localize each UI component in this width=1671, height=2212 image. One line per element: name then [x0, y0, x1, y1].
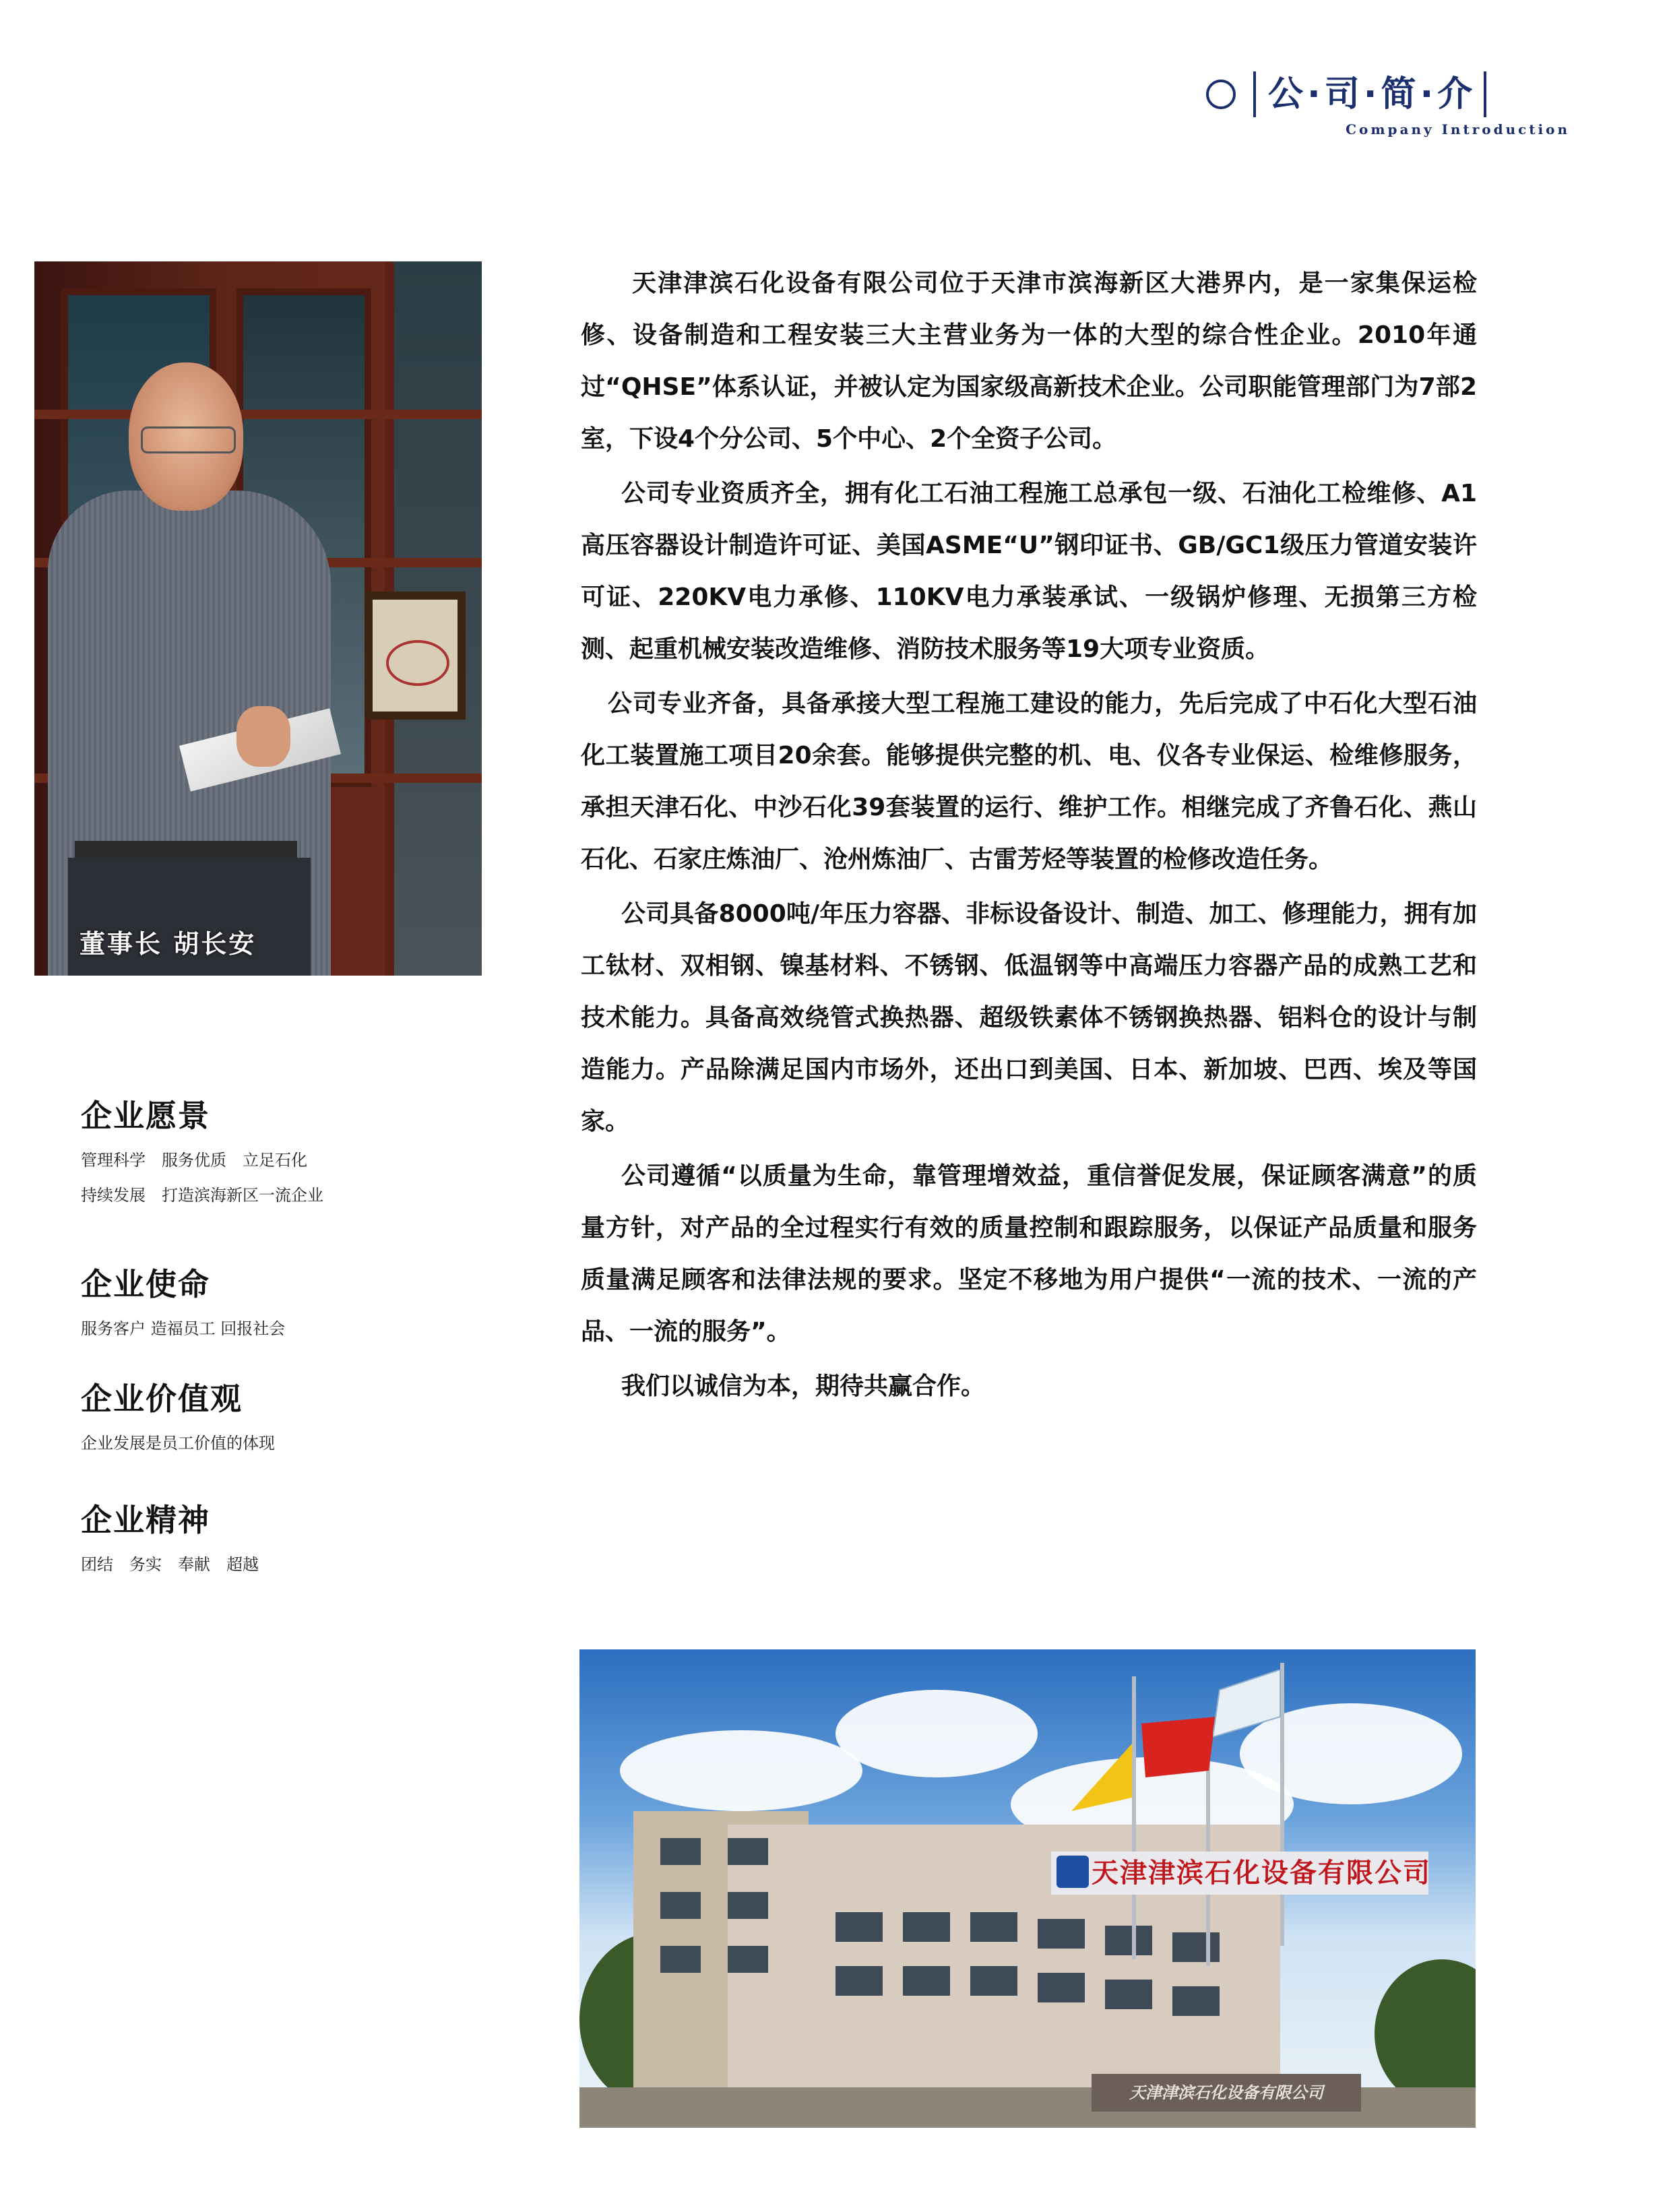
photo-caption: 董事长 胡长安 [80, 929, 257, 959]
person-belt [75, 841, 297, 858]
paragraph: 公司遵循“以质量为生命，靠管理增效益，重信誉促发展，保证顾客满意”的质量方针，对产品的全过程实行有效的质量控制和跟踪服务，以保证产品质量和服务质量满足顾客和法律法规的要求。坚定不移地为用户提供“一流的技术、一流的产品、一流的服务”。 [581, 1162, 1477, 1346]
divider-bar [1484, 71, 1486, 117]
paragraph: 我们以诚信为本，期待共赢合作。 [621, 1372, 986, 1400]
company-building-photo [579, 1649, 1476, 2128]
flag-pole [1132, 1676, 1136, 1959]
flag-red [1141, 1717, 1222, 1791]
mission-heading: 企业使命 [81, 1266, 210, 1302]
vision-block [81, 1092, 323, 1213]
spirit-heading: 企业精神 [81, 1502, 210, 1538]
roof-sign [1051, 1852, 1431, 1895]
person-glasses [141, 426, 236, 453]
window [660, 1838, 701, 1865]
tree [1375, 1959, 1476, 2108]
flag-red-shape [1141, 1717, 1216, 1777]
company-introduction-text [581, 257, 1477, 1412]
window [1105, 1926, 1152, 1955]
cloud [836, 1690, 1038, 1777]
flag-yellow-shape [1071, 1744, 1132, 1811]
window [836, 1966, 883, 1996]
paragraph: 公司专业资质齐全，拥有化工石油工程施工总承包一级、石油化工检维修、A1高压容器设计制造许可证、美国ASME“U”钢印证书、GB/GC1级压力管道安装许可证、220KV电力承修、110KV电力承装承试、一级锅炉修理、无损第三方检测、起重机械安装改造维修、消防技术服务等19大项专业资质。 [581, 480, 1477, 663]
vision-line: 持续发展 打造滨海新区一流企业 [81, 1186, 323, 1205]
mission-block [81, 1260, 285, 1346]
shelf [34, 410, 482, 419]
window [903, 1912, 950, 1942]
chairman-photo [34, 261, 482, 976]
window [1172, 1986, 1220, 2016]
vision-line: 管理科学 服务优质 立足石化 [81, 1151, 307, 1170]
flag-yellow [1071, 1744, 1136, 1818]
window [1105, 1980, 1152, 2009]
divider-bar [1253, 71, 1256, 117]
circle-ornament-icon [1206, 80, 1236, 109]
core-values-line: 企业发展是员工价值的体现 [81, 1434, 275, 1453]
paragraph: 天津津滨石化设备有限公司位于天津市滨海新区大港界内，是一家集保运检修、设备制造和工程安装三大主营业务为一体的大型的综合性企业。2010年通过“QHSE”体系认证，并被认定为国家级高新技术企业。公司职能管理部门为7部2室，下设4个分公司、5个中心、2个全资子公司。 [581, 270, 1477, 453]
flag-company-shape [1213, 1670, 1280, 1737]
window [728, 1892, 768, 1919]
window [970, 1912, 1017, 1942]
company-logo-icon [1057, 1856, 1089, 1888]
core-values-block [81, 1374, 275, 1461]
roof-sign-text: 天津津滨石化设备有限公司 [1092, 1858, 1431, 1889]
window [970, 1966, 1017, 1996]
window [1038, 1919, 1085, 1949]
stone-sign: 天津津滨石化设备有限公司 [1092, 2074, 1361, 2112]
window [728, 1838, 768, 1865]
paragraph: 公司具备8000吨/年压力容器、非标设备设计、制造、加工、修理能力，拥有加工钛材、双相钢、镍基材料、不锈钢、低温钢等中高端压力容器产品的成熟工艺和技术能力。具备高效绕管式换热器、超级铁素体不锈钢换热器、铝料仓的设计与制造能力。产品除满足国内市场外，还出口到美国、日本、新加坡、巴西、埃及等国家。 [581, 900, 1477, 1135]
window [836, 1912, 883, 1942]
certificate-frame [365, 592, 466, 720]
window [728, 1946, 768, 1973]
mission-line: 服务客户 造福员工 回报社会 [81, 1319, 286, 1338]
vision-heading: 企业愿景 [81, 1098, 210, 1134]
paragraph: 公司专业齐备，具备承接大型工程施工建设的能力，先后完成了中石化大型石油化工装置施工项目20余套。能够提供完整的机、电、仪各专业保运、检维修服务，承担天津石化、中沙石化39套装置的运行、维护工作。相继完成了齐鲁石化、燕山石化、石家庄炼油厂、沧州炼油厂、古雷芳烃等装置的检修改造任务。 [581, 690, 1477, 873]
section-header [1166, 67, 1570, 141]
cloud [620, 1730, 862, 1811]
spirit-line: 团结 务实 奉献 超越 [81, 1555, 259, 1574]
window [660, 1946, 701, 1973]
window [1172, 1932, 1220, 1962]
window [903, 1966, 950, 1996]
window [1038, 1973, 1085, 2002]
flag-company [1213, 1670, 1287, 1744]
core-values-heading: 企业价值观 [81, 1381, 243, 1417]
section-subtitle: Company Introduction [1346, 121, 1570, 137]
section-title: 公·司·简·介 [1268, 74, 1477, 115]
spirit-block [81, 1496, 259, 1582]
person-hand [237, 706, 290, 767]
window [660, 1892, 701, 1919]
